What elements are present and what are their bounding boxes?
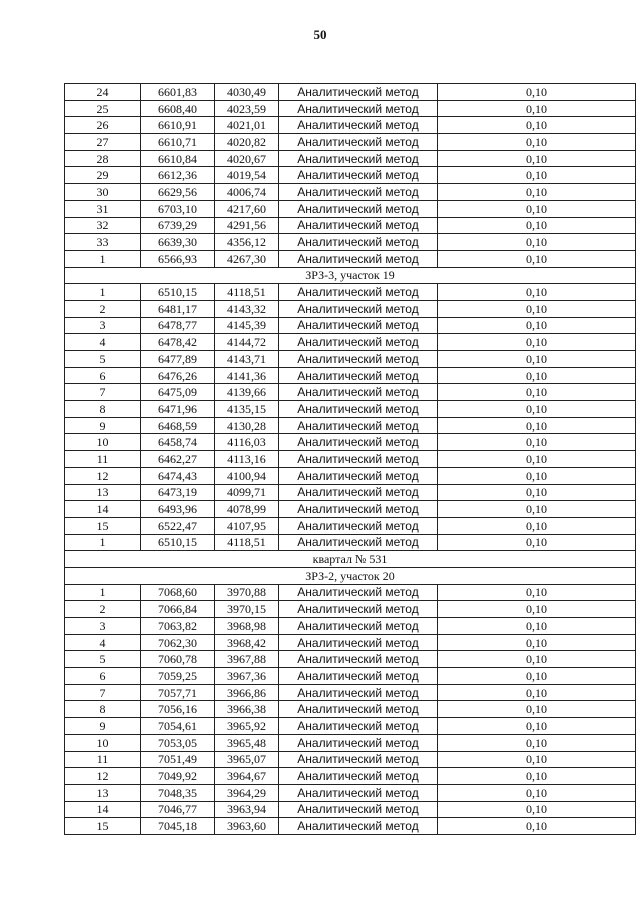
accuracy-cell: 0,10 — [438, 701, 636, 718]
point-number-cell: 13 — [65, 484, 141, 501]
x-coordinate-cell: 7066,84 — [141, 601, 215, 618]
table-row — [65, 684, 636, 701]
x-coordinate-cell: 7045,18 — [141, 818, 215, 835]
point-number-cell: 14 — [65, 801, 141, 818]
x-coordinate-cell: 7062,30 — [141, 634, 215, 651]
section-header-row — [65, 567, 636, 584]
point-number-cell: 6 — [65, 668, 141, 685]
point-number-cell: 15 — [65, 818, 141, 835]
x-coordinate-cell: 6510,15 — [141, 284, 215, 301]
x-coordinate-cell: 6473,19 — [141, 484, 215, 501]
table-row — [65, 718, 636, 735]
x-coordinate-cell: 6462,27 — [141, 451, 215, 468]
table-row — [65, 467, 636, 484]
method-cell: Аналитический метод — [279, 417, 438, 434]
x-coordinate-cell: 6601,83 — [141, 84, 215, 101]
point-number-cell: 7 — [65, 384, 141, 401]
x-coordinate-cell: 6610,71 — [141, 134, 215, 151]
x-coordinate-cell: 6478,42 — [141, 334, 215, 351]
x-coordinate-cell: 6474,43 — [141, 467, 215, 484]
y-coordinate-cell: 4217,60 — [215, 200, 279, 217]
x-coordinate-cell: 7059,25 — [141, 668, 215, 685]
method-cell: Аналитический метод — [279, 768, 438, 785]
table-row — [65, 517, 636, 534]
table-row — [65, 801, 636, 818]
x-coordinate-cell: 6610,84 — [141, 150, 215, 167]
accuracy-cell: 0,10 — [438, 684, 636, 701]
y-coordinate-cell: 4006,74 — [215, 184, 279, 201]
point-number-cell: 13 — [65, 784, 141, 801]
y-coordinate-cell: 4030,49 — [215, 84, 279, 101]
y-coordinate-cell: 4291,56 — [215, 217, 279, 234]
accuracy-cell: 0,10 — [438, 300, 636, 317]
table-row — [65, 751, 636, 768]
accuracy-cell: 0,10 — [438, 818, 636, 835]
x-coordinate-cell: 6510,15 — [141, 534, 215, 551]
method-cell: Аналитический метод — [279, 367, 438, 384]
y-coordinate-cell: 4141,36 — [215, 367, 279, 384]
table-row — [65, 184, 636, 201]
y-coordinate-cell: 3967,88 — [215, 651, 279, 668]
method-cell: Аналитический метод — [279, 401, 438, 418]
point-number-cell: 1 — [65, 534, 141, 551]
y-coordinate-cell: 3968,98 — [215, 618, 279, 635]
accuracy-cell: 0,10 — [438, 150, 636, 167]
method-cell: Аналитический метод — [279, 701, 438, 718]
y-coordinate-cell: 3964,29 — [215, 784, 279, 801]
y-coordinate-cell: 4023,59 — [215, 100, 279, 117]
table-row — [65, 300, 636, 317]
x-coordinate-cell: 7051,49 — [141, 751, 215, 768]
y-coordinate-cell: 4099,71 — [215, 484, 279, 501]
method-cell: Аналитический метод — [279, 217, 438, 234]
method-cell: Аналитический метод — [279, 234, 438, 251]
accuracy-cell: 0,10 — [438, 517, 636, 534]
y-coordinate-cell: 4020,67 — [215, 150, 279, 167]
y-coordinate-cell: 3964,67 — [215, 768, 279, 785]
method-cell: Аналитический метод — [279, 100, 438, 117]
method-cell: Аналитический метод — [279, 734, 438, 751]
accuracy-cell: 0,10 — [438, 651, 636, 668]
accuracy-cell: 0,10 — [438, 451, 636, 468]
point-number-cell: 1 — [65, 284, 141, 301]
x-coordinate-cell: 7057,71 — [141, 684, 215, 701]
accuracy-cell: 0,10 — [438, 100, 636, 117]
x-coordinate-cell: 6458,74 — [141, 434, 215, 451]
accuracy-cell: 0,10 — [438, 718, 636, 735]
y-coordinate-cell: 3965,07 — [215, 751, 279, 768]
method-cell: Аналитический метод — [279, 467, 438, 484]
y-coordinate-cell: 4021,01 — [215, 117, 279, 134]
accuracy-cell: 0,10 — [438, 784, 636, 801]
x-coordinate-cell: 7063,82 — [141, 618, 215, 635]
accuracy-cell: 0,10 — [438, 217, 636, 234]
accuracy-cell: 0,10 — [438, 167, 636, 184]
x-coordinate-cell: 6612,36 — [141, 167, 215, 184]
x-coordinate-cell: 7054,61 — [141, 718, 215, 735]
y-coordinate-cell: 4144,72 — [215, 334, 279, 351]
accuracy-cell: 0,10 — [438, 601, 636, 618]
method-cell: Аналитический метод — [279, 384, 438, 401]
point-number-cell: 3 — [65, 317, 141, 334]
table-row — [65, 634, 636, 651]
x-coordinate-cell: 6629,56 — [141, 184, 215, 201]
table-row — [65, 434, 636, 451]
table-row — [65, 367, 636, 384]
point-number-cell: 5 — [65, 351, 141, 368]
x-coordinate-cell: 6610,91 — [141, 117, 215, 134]
table-row — [65, 117, 636, 134]
method-cell: Аналитический метод — [279, 134, 438, 151]
y-coordinate-cell: 3963,94 — [215, 801, 279, 818]
y-coordinate-cell: 3966,86 — [215, 684, 279, 701]
table-row — [65, 534, 636, 551]
point-number-cell: 32 — [65, 217, 141, 234]
method-cell: Аналитический метод — [279, 751, 438, 768]
y-coordinate-cell: 4113,16 — [215, 451, 279, 468]
x-coordinate-cell: 6566,93 — [141, 250, 215, 267]
x-coordinate-cell: 6478,77 — [141, 317, 215, 334]
table-row — [65, 134, 636, 151]
method-cell: Аналитический метод — [279, 200, 438, 217]
table-row — [65, 668, 636, 685]
x-coordinate-cell: 6493,96 — [141, 501, 215, 518]
y-coordinate-cell: 4356,12 — [215, 234, 279, 251]
section-header: ЗРЗ-3, участок 19 — [65, 267, 636, 284]
point-number-cell: 24 — [65, 84, 141, 101]
y-coordinate-cell: 4267,30 — [215, 250, 279, 267]
x-coordinate-cell: 7049,92 — [141, 768, 215, 785]
x-coordinate-cell: 6468,59 — [141, 417, 215, 434]
x-coordinate-cell: 6703,10 — [141, 200, 215, 217]
point-number-cell: 27 — [65, 134, 141, 151]
point-number-cell: 8 — [65, 401, 141, 418]
accuracy-cell: 0,10 — [438, 801, 636, 818]
y-coordinate-cell: 3970,88 — [215, 584, 279, 601]
x-coordinate-cell: 7060,78 — [141, 651, 215, 668]
method-cell: Аналитический метод — [279, 250, 438, 267]
x-coordinate-cell: 7068,60 — [141, 584, 215, 601]
table-row — [65, 584, 636, 601]
point-number-cell: 7 — [65, 684, 141, 701]
x-coordinate-cell: 7048,35 — [141, 784, 215, 801]
point-number-cell: 30 — [65, 184, 141, 201]
method-cell: Аналитический метод — [279, 150, 438, 167]
table-row — [65, 317, 636, 334]
y-coordinate-cell: 4139,66 — [215, 384, 279, 401]
accuracy-cell: 0,10 — [438, 751, 636, 768]
accuracy-cell: 0,10 — [438, 234, 636, 251]
section-header-row — [65, 267, 636, 284]
point-number-cell: 1 — [65, 250, 141, 267]
method-cell: Аналитический метод — [279, 184, 438, 201]
point-number-cell: 4 — [65, 634, 141, 651]
point-number-cell: 9 — [65, 718, 141, 735]
method-cell: Аналитический метод — [279, 801, 438, 818]
accuracy-cell: 0,10 — [438, 534, 636, 551]
x-coordinate-cell: 7046,77 — [141, 801, 215, 818]
y-coordinate-cell: 4143,71 — [215, 351, 279, 368]
method-cell: Аналитический метод — [279, 784, 438, 801]
x-coordinate-cell: 7056,16 — [141, 701, 215, 718]
page-number: 50 — [313, 27, 327, 42]
point-number-cell: 26 — [65, 117, 141, 134]
x-coordinate-cell: 6739,29 — [141, 217, 215, 234]
method-cell: Аналитический метод — [279, 684, 438, 701]
x-coordinate-cell: 6608,40 — [141, 100, 215, 117]
accuracy-cell: 0,10 — [438, 417, 636, 434]
x-coordinate-cell: 6471,96 — [141, 401, 215, 418]
x-coordinate-cell: 6522,47 — [141, 517, 215, 534]
method-cell: Аналитический метод — [279, 451, 438, 468]
accuracy-cell: 0,10 — [438, 367, 636, 384]
section-header: ЗРЗ-2, участок 20 — [65, 567, 636, 584]
y-coordinate-cell: 3963,60 — [215, 818, 279, 835]
table-row — [65, 150, 636, 167]
table-row — [65, 501, 636, 518]
table-row — [65, 818, 636, 835]
point-number-cell: 1 — [65, 584, 141, 601]
y-coordinate-cell: 4118,51 — [215, 284, 279, 301]
accuracy-cell: 0,10 — [438, 768, 636, 785]
method-cell: Аналитический метод — [279, 584, 438, 601]
point-number-cell: 3 — [65, 618, 141, 635]
method-cell: Аналитический метод — [279, 351, 438, 368]
x-coordinate-cell: 7053,05 — [141, 734, 215, 751]
accuracy-cell: 0,10 — [438, 467, 636, 484]
point-number-cell: 9 — [65, 417, 141, 434]
point-number-cell: 2 — [65, 300, 141, 317]
y-coordinate-cell: 4135,15 — [215, 401, 279, 418]
y-coordinate-cell: 4116,03 — [215, 434, 279, 451]
x-coordinate-cell: 6476,26 — [141, 367, 215, 384]
accuracy-cell: 0,10 — [438, 618, 636, 635]
y-coordinate-cell: 3968,42 — [215, 634, 279, 651]
method-cell: Аналитический метод — [279, 618, 438, 635]
point-number-cell: 5 — [65, 651, 141, 668]
point-number-cell: 8 — [65, 701, 141, 718]
x-coordinate-cell: 6475,09 — [141, 384, 215, 401]
method-cell: Аналитический метод — [279, 484, 438, 501]
table-row — [65, 217, 636, 234]
table-row — [65, 84, 636, 101]
accuracy-cell: 0,10 — [438, 334, 636, 351]
y-coordinate-cell: 4143,32 — [215, 300, 279, 317]
coordinates-table-body — [65, 84, 636, 835]
table-row — [65, 784, 636, 801]
method-cell: Аналитический метод — [279, 517, 438, 534]
point-number-cell: 11 — [65, 751, 141, 768]
point-number-cell: 14 — [65, 501, 141, 518]
accuracy-cell: 0,10 — [438, 384, 636, 401]
accuracy-cell: 0,10 — [438, 351, 636, 368]
point-number-cell: 4 — [65, 334, 141, 351]
table-row — [65, 618, 636, 635]
x-coordinate-cell: 6477,89 — [141, 351, 215, 368]
accuracy-cell: 0,10 — [438, 317, 636, 334]
method-cell: Аналитический метод — [279, 668, 438, 685]
accuracy-cell: 0,10 — [438, 84, 636, 101]
table-row — [65, 384, 636, 401]
method-cell: Аналитический метод — [279, 317, 438, 334]
table-row — [65, 167, 636, 184]
accuracy-cell: 0,10 — [438, 184, 636, 201]
point-number-cell: 29 — [65, 167, 141, 184]
y-coordinate-cell: 4020,82 — [215, 134, 279, 151]
y-coordinate-cell: 3965,48 — [215, 734, 279, 751]
method-cell: Аналитический метод — [279, 601, 438, 618]
section-header-row — [65, 551, 636, 568]
table-row — [65, 234, 636, 251]
section-header: квартал № 531 — [65, 551, 636, 568]
accuracy-cell: 0,10 — [438, 434, 636, 451]
point-number-cell: 6 — [65, 367, 141, 384]
accuracy-cell: 0,10 — [438, 200, 636, 217]
coordinates-table — [64, 83, 636, 835]
method-cell: Аналитический метод — [279, 167, 438, 184]
accuracy-cell: 0,10 — [438, 501, 636, 518]
method-cell: Аналитический метод — [279, 534, 438, 551]
y-coordinate-cell: 4107,95 — [215, 517, 279, 534]
table-row — [65, 417, 636, 434]
table-row — [65, 768, 636, 785]
method-cell: Аналитический метод — [279, 651, 438, 668]
y-coordinate-cell: 4100,94 — [215, 467, 279, 484]
y-coordinate-cell: 4145,39 — [215, 317, 279, 334]
accuracy-cell: 0,10 — [438, 634, 636, 651]
point-number-cell: 12 — [65, 768, 141, 785]
point-number-cell: 12 — [65, 467, 141, 484]
point-number-cell: 2 — [65, 601, 141, 618]
method-cell: Аналитический метод — [279, 434, 438, 451]
point-number-cell: 28 — [65, 150, 141, 167]
y-coordinate-cell: 3965,92 — [215, 718, 279, 735]
point-number-cell: 10 — [65, 434, 141, 451]
table-row — [65, 401, 636, 418]
method-cell: Аналитический метод — [279, 284, 438, 301]
y-coordinate-cell: 4130,28 — [215, 417, 279, 434]
table-row — [65, 484, 636, 501]
y-coordinate-cell: 4078,99 — [215, 501, 279, 518]
x-coordinate-cell: 6481,17 — [141, 300, 215, 317]
table-row — [65, 334, 636, 351]
table-row — [65, 200, 636, 217]
method-cell: Аналитический метод — [279, 334, 438, 351]
x-coordinate-cell: 6639,30 — [141, 234, 215, 251]
accuracy-cell: 0,10 — [438, 584, 636, 601]
point-number-cell: 15 — [65, 517, 141, 534]
accuracy-cell: 0,10 — [438, 401, 636, 418]
accuracy-cell: 0,10 — [438, 668, 636, 685]
method-cell: Аналитический метод — [279, 84, 438, 101]
y-coordinate-cell: 3967,36 — [215, 668, 279, 685]
method-cell: Аналитический метод — [279, 634, 438, 651]
table-row — [65, 284, 636, 301]
table-row — [65, 734, 636, 751]
point-number-cell: 11 — [65, 451, 141, 468]
point-number-cell: 25 — [65, 100, 141, 117]
method-cell: Аналитический метод — [279, 117, 438, 134]
point-number-cell: 31 — [65, 200, 141, 217]
method-cell: Аналитический метод — [279, 818, 438, 835]
method-cell: Аналитический метод — [279, 718, 438, 735]
table-row — [65, 651, 636, 668]
table-row — [65, 100, 636, 117]
accuracy-cell: 0,10 — [438, 250, 636, 267]
accuracy-cell: 0,10 — [438, 134, 636, 151]
table-row — [65, 601, 636, 618]
table-row — [65, 250, 636, 267]
method-cell: Аналитический метод — [279, 300, 438, 317]
y-coordinate-cell: 3970,15 — [215, 601, 279, 618]
accuracy-cell: 0,10 — [438, 284, 636, 301]
table-row — [65, 701, 636, 718]
point-number-cell: 33 — [65, 234, 141, 251]
accuracy-cell: 0,10 — [438, 734, 636, 751]
y-coordinate-cell: 4019,54 — [215, 167, 279, 184]
accuracy-cell: 0,10 — [438, 117, 636, 134]
accuracy-cell: 0,10 — [438, 484, 636, 501]
table-row — [65, 351, 636, 368]
table-row — [65, 451, 636, 468]
point-number-cell: 10 — [65, 734, 141, 751]
y-coordinate-cell: 3966,38 — [215, 701, 279, 718]
y-coordinate-cell: 4118,51 — [215, 534, 279, 551]
method-cell: Аналитический метод — [279, 501, 438, 518]
